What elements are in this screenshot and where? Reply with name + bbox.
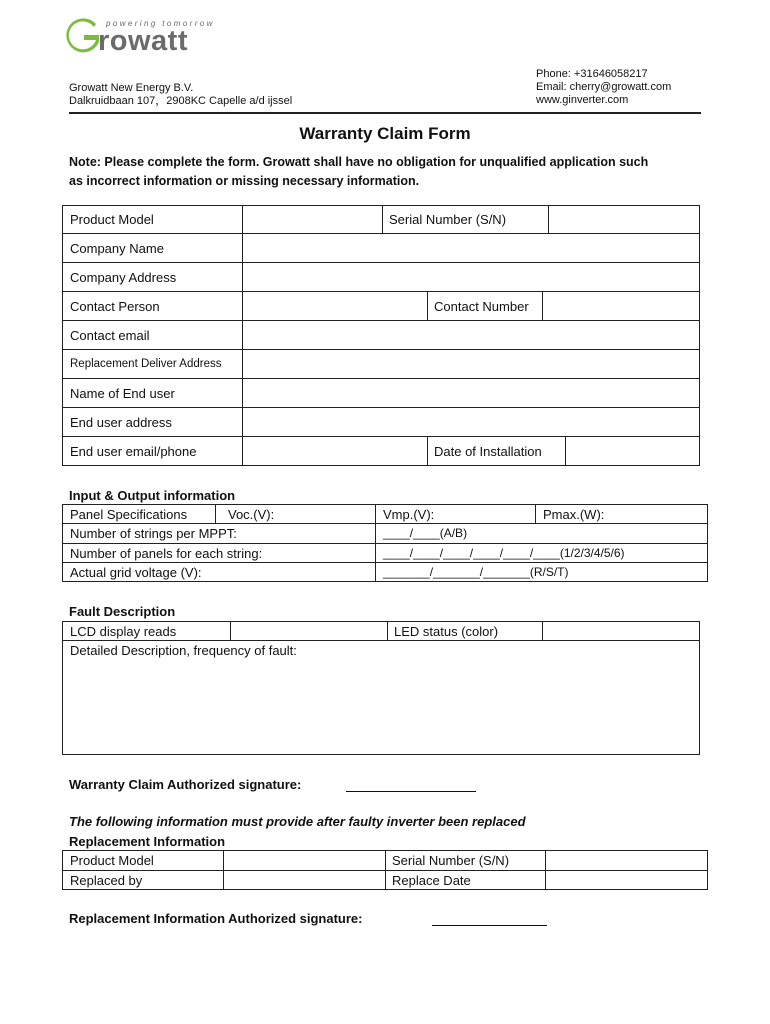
end-user-email-label: End user email/phone bbox=[70, 444, 197, 459]
row-line bbox=[62, 262, 700, 263]
pmax-label: Pmax.(W): bbox=[543, 507, 605, 522]
grid-voltage-label: Actual grid voltage (V): bbox=[70, 565, 202, 580]
col-line bbox=[242, 205, 243, 466]
vmp-label: Vmp.(V): bbox=[383, 507, 435, 522]
company-address-label: Company Address bbox=[70, 270, 177, 285]
row-line bbox=[62, 523, 708, 524]
logo-wordmark: rowatt bbox=[98, 25, 188, 57]
col-line bbox=[382, 205, 383, 233]
contact-email-label: Contact email bbox=[70, 328, 150, 343]
replacement-heading: Replacement Information bbox=[69, 834, 226, 849]
voc-label: Voc.(V): bbox=[228, 507, 275, 522]
contact-person-label: Contact Person bbox=[70, 299, 160, 314]
growatt-logo bbox=[66, 16, 226, 56]
col-line bbox=[223, 850, 224, 890]
panels-per-string-label: Number of panels for each string: bbox=[70, 546, 263, 561]
installation-date-label: Date of Installation bbox=[434, 444, 542, 459]
replaced-by-label: Replaced by bbox=[70, 873, 143, 888]
fault-table-border bbox=[62, 621, 700, 755]
row-line bbox=[62, 378, 700, 379]
row-line bbox=[62, 640, 700, 641]
replacement-signature-line[interactable] bbox=[432, 925, 547, 926]
row-line bbox=[62, 233, 700, 234]
row-line bbox=[62, 407, 700, 408]
panel-specs-label: Panel Specifications bbox=[70, 507, 188, 522]
col-line bbox=[375, 504, 376, 582]
replacement-product-model-label: Product Model bbox=[70, 853, 154, 868]
contact-phone: Phone: +31646058217 bbox=[536, 68, 648, 80]
col-line bbox=[427, 291, 428, 320]
col-line bbox=[427, 436, 428, 466]
end-user-address-label: End user address bbox=[70, 415, 172, 430]
contact-number-label: Contact Number bbox=[434, 299, 529, 314]
page-title: Warranty Claim Form bbox=[299, 124, 471, 143]
contact-email: Email: cherry@growatt.com bbox=[536, 81, 672, 93]
row-line bbox=[62, 436, 700, 437]
product-model-label: Product Model bbox=[70, 212, 154, 227]
replacement-serial-number-label: Serial Number (S/N) bbox=[392, 853, 510, 868]
row-line bbox=[62, 291, 700, 292]
col-line bbox=[548, 205, 549, 233]
company-name-label: Company Name bbox=[70, 241, 164, 256]
strings-per-mppt-label: Number of strings per MPPT: bbox=[70, 526, 237, 541]
fault-heading: Fault Description bbox=[69, 604, 176, 619]
col-line bbox=[535, 504, 536, 523]
io-heading: Input & Output information bbox=[69, 488, 236, 503]
company-address: Dalkruidbaan 107，2908KC Capelle a/d ijssel bbox=[69, 95, 293, 107]
col-line bbox=[385, 850, 386, 890]
col-line bbox=[215, 504, 216, 523]
col-line bbox=[230, 621, 231, 640]
end-user-name-label: Name of End user bbox=[70, 386, 175, 401]
header-divider bbox=[69, 112, 701, 114]
col-line bbox=[565, 436, 566, 466]
led-status-label: LED status (color) bbox=[394, 624, 499, 639]
row-line bbox=[62, 349, 700, 350]
logo-tagline: powering tomorrow bbox=[106, 19, 215, 28]
note-line-2: as incorrect information or missing necessary information. bbox=[69, 174, 420, 188]
col-line bbox=[387, 621, 388, 640]
col-line bbox=[542, 621, 543, 640]
lcd-display-label: LCD display reads bbox=[70, 624, 177, 639]
strings-value: ____/____(A/B) bbox=[383, 526, 468, 540]
replacement-note: The following information must provide after faulty inverter been replaced bbox=[69, 814, 526, 829]
note-line-1: Note: Please complete the form. Growatt shall have no obligation for unqualified application such bbox=[69, 155, 649, 169]
row-line bbox=[62, 562, 708, 563]
detailed-description-label: Detailed Description, frequency of fault: bbox=[70, 643, 297, 658]
replace-date-label: Replace Date bbox=[392, 873, 471, 888]
replacement-signature-label: Replacement Information Authorized signature: bbox=[69, 911, 363, 926]
company-name: Growatt New Energy B.V. bbox=[69, 82, 194, 94]
col-line bbox=[542, 291, 543, 320]
row-line bbox=[62, 543, 708, 544]
warranty-signature-line[interactable] bbox=[346, 791, 476, 792]
contact-website: www.ginverter.com bbox=[536, 94, 629, 106]
panels-value: ____/____/____/____/____/____(1/2/3/4/5/6) bbox=[383, 546, 625, 560]
grid-value: _______/_______/_______(R/S/T) bbox=[383, 565, 569, 579]
warranty-signature-label: Warranty Claim Authorized signature: bbox=[69, 777, 302, 792]
col-line bbox=[545, 850, 546, 890]
replacement-address-label: Replacement Deliver Address bbox=[70, 358, 222, 370]
logo-g-icon bbox=[66, 18, 100, 54]
row-line bbox=[62, 320, 700, 321]
serial-number-label: Serial Number (S/N) bbox=[389, 212, 507, 227]
